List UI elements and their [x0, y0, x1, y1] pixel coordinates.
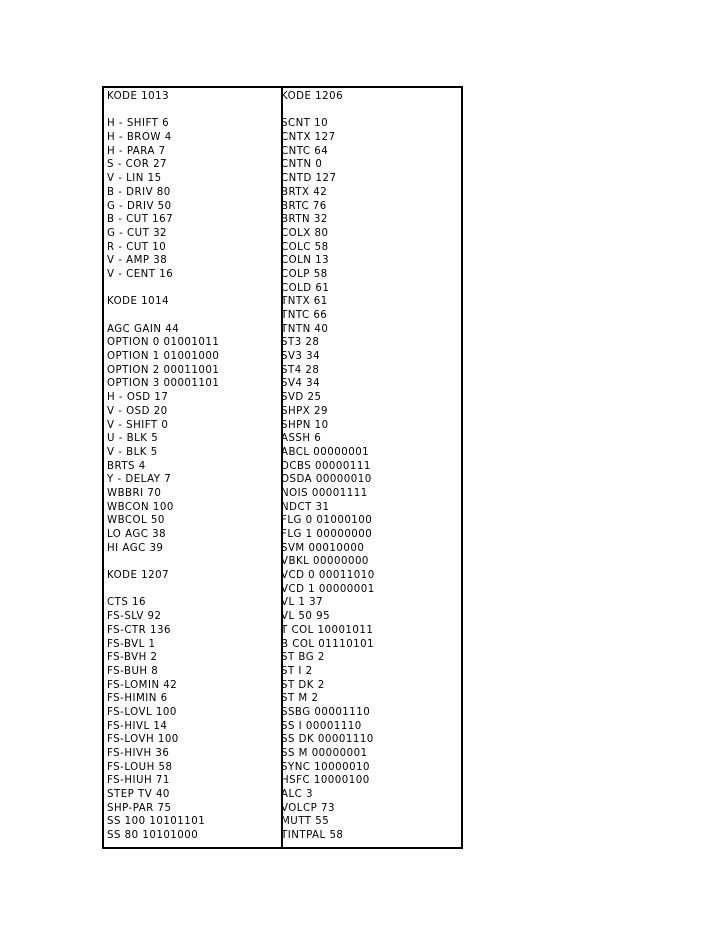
right-column-entry: SVM 00010000: [281, 542, 365, 554]
left-column-entry: U - BLK 5: [107, 433, 159, 445]
right-column-entry: VCD 1 00000001: [281, 583, 375, 595]
left-column-entry: AGC GAIN 44: [107, 323, 180, 335]
left-column-entry: FS-LOVL 100: [107, 706, 177, 718]
left-column-entry: FS-HIMIN 6: [107, 693, 168, 705]
left-column-entry: V - BLK 5: [107, 446, 158, 458]
left-column-entry: R - CUT 10: [107, 241, 167, 253]
left-column-entry: G - DRIV 50: [107, 200, 172, 212]
left-column-entry: KODE 1013: [107, 91, 170, 102]
left-column-spacer: [107, 282, 219, 296]
left-column-entry: V - AMP 38: [107, 255, 168, 267]
left-column-entry: FS-LOVH 100: [107, 734, 179, 746]
right-column-entry: CNTC 64: [281, 145, 329, 157]
right-column-entry: ST3 28: [281, 337, 320, 349]
left-column-entry: FS-HIVH 36: [107, 748, 170, 759]
left-column-entry: SS 100 10101101: [107, 816, 206, 828]
right-column-entry: FLG 0 01000100: [281, 515, 373, 527]
right-column-entry: COLX 80: [281, 227, 329, 239]
right-column-entry: COLC 58: [281, 241, 329, 253]
right-column-entry: ST DK 2: [281, 679, 325, 691]
right-column-entry: BRTX 42: [281, 186, 328, 198]
right-column-entry: SS DK 00001110: [281, 734, 374, 746]
right-column-entry: ST BG 2: [281, 652, 325, 664]
left-column-entry: G - CUT 32: [107, 227, 168, 239]
left-column-entry: FS-HIVL 14: [107, 720, 168, 732]
right-column-entry: SHPX 29: [281, 405, 328, 417]
right-column-entry: KODE 1206: [281, 91, 344, 102]
right-column-entry: NDCT 31: [281, 501, 330, 513]
left-column-entry: BRTS 4: [107, 460, 146, 472]
left-column: [107, 90, 219, 843]
left-column-entry: FS-HIUH 71: [107, 775, 170, 787]
left-column-entry: FS-SLV 92: [107, 611, 162, 623]
right-column-entry: CNTD 127: [281, 173, 337, 185]
right-column-entry: VBKL 00000000: [281, 556, 369, 568]
left-column-entry: KODE 1207: [107, 570, 170, 582]
right-column-entry: COLD 61: [281, 282, 330, 294]
left-column-entry: SS 80 10101000: [107, 830, 199, 842]
left-column-entry: B - CUT 167: [107, 214, 174, 226]
right-column-entry: ST I 2: [281, 665, 313, 677]
left-column-entry: WBCOL 50: [107, 515, 165, 527]
left-column-entry: S - COR 27: [107, 159, 168, 171]
right-column-entry: TNTN 40: [281, 323, 329, 335]
right-column-entry: ABCL 00000001: [281, 446, 370, 458]
right-column-entry: FLG 1 00000000: [281, 529, 373, 540]
right-column-entry: SCNT 10: [281, 118, 329, 130]
right-column: [281, 90, 375, 843]
right-column-entry: COLN 13: [281, 255, 330, 267]
left-column-entry: H - PARA 7: [107, 145, 166, 157]
right-column-entry: NOIS 00001111: [281, 487, 368, 499]
left-column-entry: FS-LOMIN 42: [107, 679, 178, 691]
left-column-entry: CTS 16: [107, 597, 147, 609]
left-column-entry: V - OSD 20: [107, 405, 168, 417]
left-column-spacer: [107, 555, 219, 569]
right-column-entry: ALC 3: [281, 789, 313, 801]
right-column-entry: VL 1 37: [281, 597, 324, 609]
right-column-entry: MUTT 55: [281, 816, 330, 828]
left-column-entry: FS-BVL 1: [107, 638, 156, 650]
left-column-entry: B - DRIV 80: [107, 186, 171, 198]
left-column-entry: H - OSD 17: [107, 392, 169, 404]
right-column-entry: SV3 34: [281, 351, 321, 363]
left-column-entry: SHP-PAR 75: [107, 802, 172, 814]
left-column-entry: OPTION 1 01001000: [107, 351, 220, 363]
right-column-entry: VL 50 95: [281, 611, 331, 623]
right-column-entry: BRTN 32: [281, 214, 328, 226]
right-column-entry: DCBS 00000111: [281, 460, 371, 472]
left-column-entry: H - BROW 4: [107, 132, 172, 144]
left-column-entry: OPTION 0 01001011: [107, 337, 220, 349]
left-column-spacer: [107, 309, 219, 323]
right-column-entry: TNTX 61: [281, 296, 328, 308]
left-column-entry: STEP TV 40: [107, 789, 170, 801]
right-column-entry: SHPN 10: [281, 419, 329, 431]
left-column-entry: FS-BUH 8: [107, 665, 159, 677]
left-column-entry: OPTION 2 00011001: [107, 364, 220, 376]
right-column-entry: SVD 25: [281, 392, 322, 404]
right-column-entry: SS M 00000001: [281, 748, 368, 759]
right-column-entry: VOLCP 73: [281, 802, 335, 814]
left-column-entry: H - SHIFT 6: [107, 118, 170, 130]
right-column-entry: COLP 58: [281, 268, 328, 280]
right-column-spacer: [281, 104, 375, 118]
right-column-entry: SYNC 10000010: [281, 761, 371, 773]
left-column-entry: OPTION 3 00001101: [107, 378, 220, 390]
left-column-entry: Y - DELAY 7: [107, 474, 172, 486]
right-column-entry: OSDA 00000010: [281, 474, 372, 486]
left-column-entry: KODE 1014: [107, 296, 170, 308]
left-column-entry: V - CENT 16: [107, 268, 174, 280]
left-column-entry: FS-BVH 2: [107, 652, 158, 664]
right-column-entry: B COL 01110101: [281, 638, 375, 650]
settings-table: [102, 86, 463, 849]
left-column-spacer: [107, 104, 219, 118]
right-column-entry: SSBG 00001110: [281, 706, 371, 718]
right-column-entry: VCD 0 00011010: [281, 570, 375, 582]
left-column-entry: LO AGC 38: [107, 529, 167, 540]
left-column-entry: FS-CTR 136: [107, 624, 171, 636]
right-column-entry: T COL 10001011: [281, 624, 374, 636]
left-column-entry: WBCON 100: [107, 501, 174, 513]
right-column-entry: BRTC 76: [281, 200, 327, 212]
right-column-entry: ST M 2: [281, 693, 319, 705]
left-column-entry: FS-LOUH 58: [107, 761, 173, 773]
right-column-entry: CNTN 0: [281, 159, 323, 171]
right-column-entry: ST4 28: [281, 364, 320, 376]
right-column-entry: SS I 00001110: [281, 720, 362, 732]
right-column-entry: ASSH 6: [281, 433, 322, 445]
left-column-entry: WBBRI 70: [107, 487, 162, 499]
left-column-entry: HI AGC 39: [107, 542, 164, 554]
left-column-entry: V - LIN 15: [107, 173, 162, 185]
right-column-entry: HSFC 10000100: [281, 775, 370, 787]
right-column-entry: CNTX 127: [281, 132, 336, 144]
left-column-spacer: [107, 583, 219, 597]
left-column-entry: V - SHIFT 0: [107, 419, 169, 431]
right-column-entry: TNTC 66: [281, 310, 328, 321]
right-column-entry: SV4 34: [281, 378, 321, 390]
right-column-entry: TINTPAL 58: [281, 830, 344, 842]
